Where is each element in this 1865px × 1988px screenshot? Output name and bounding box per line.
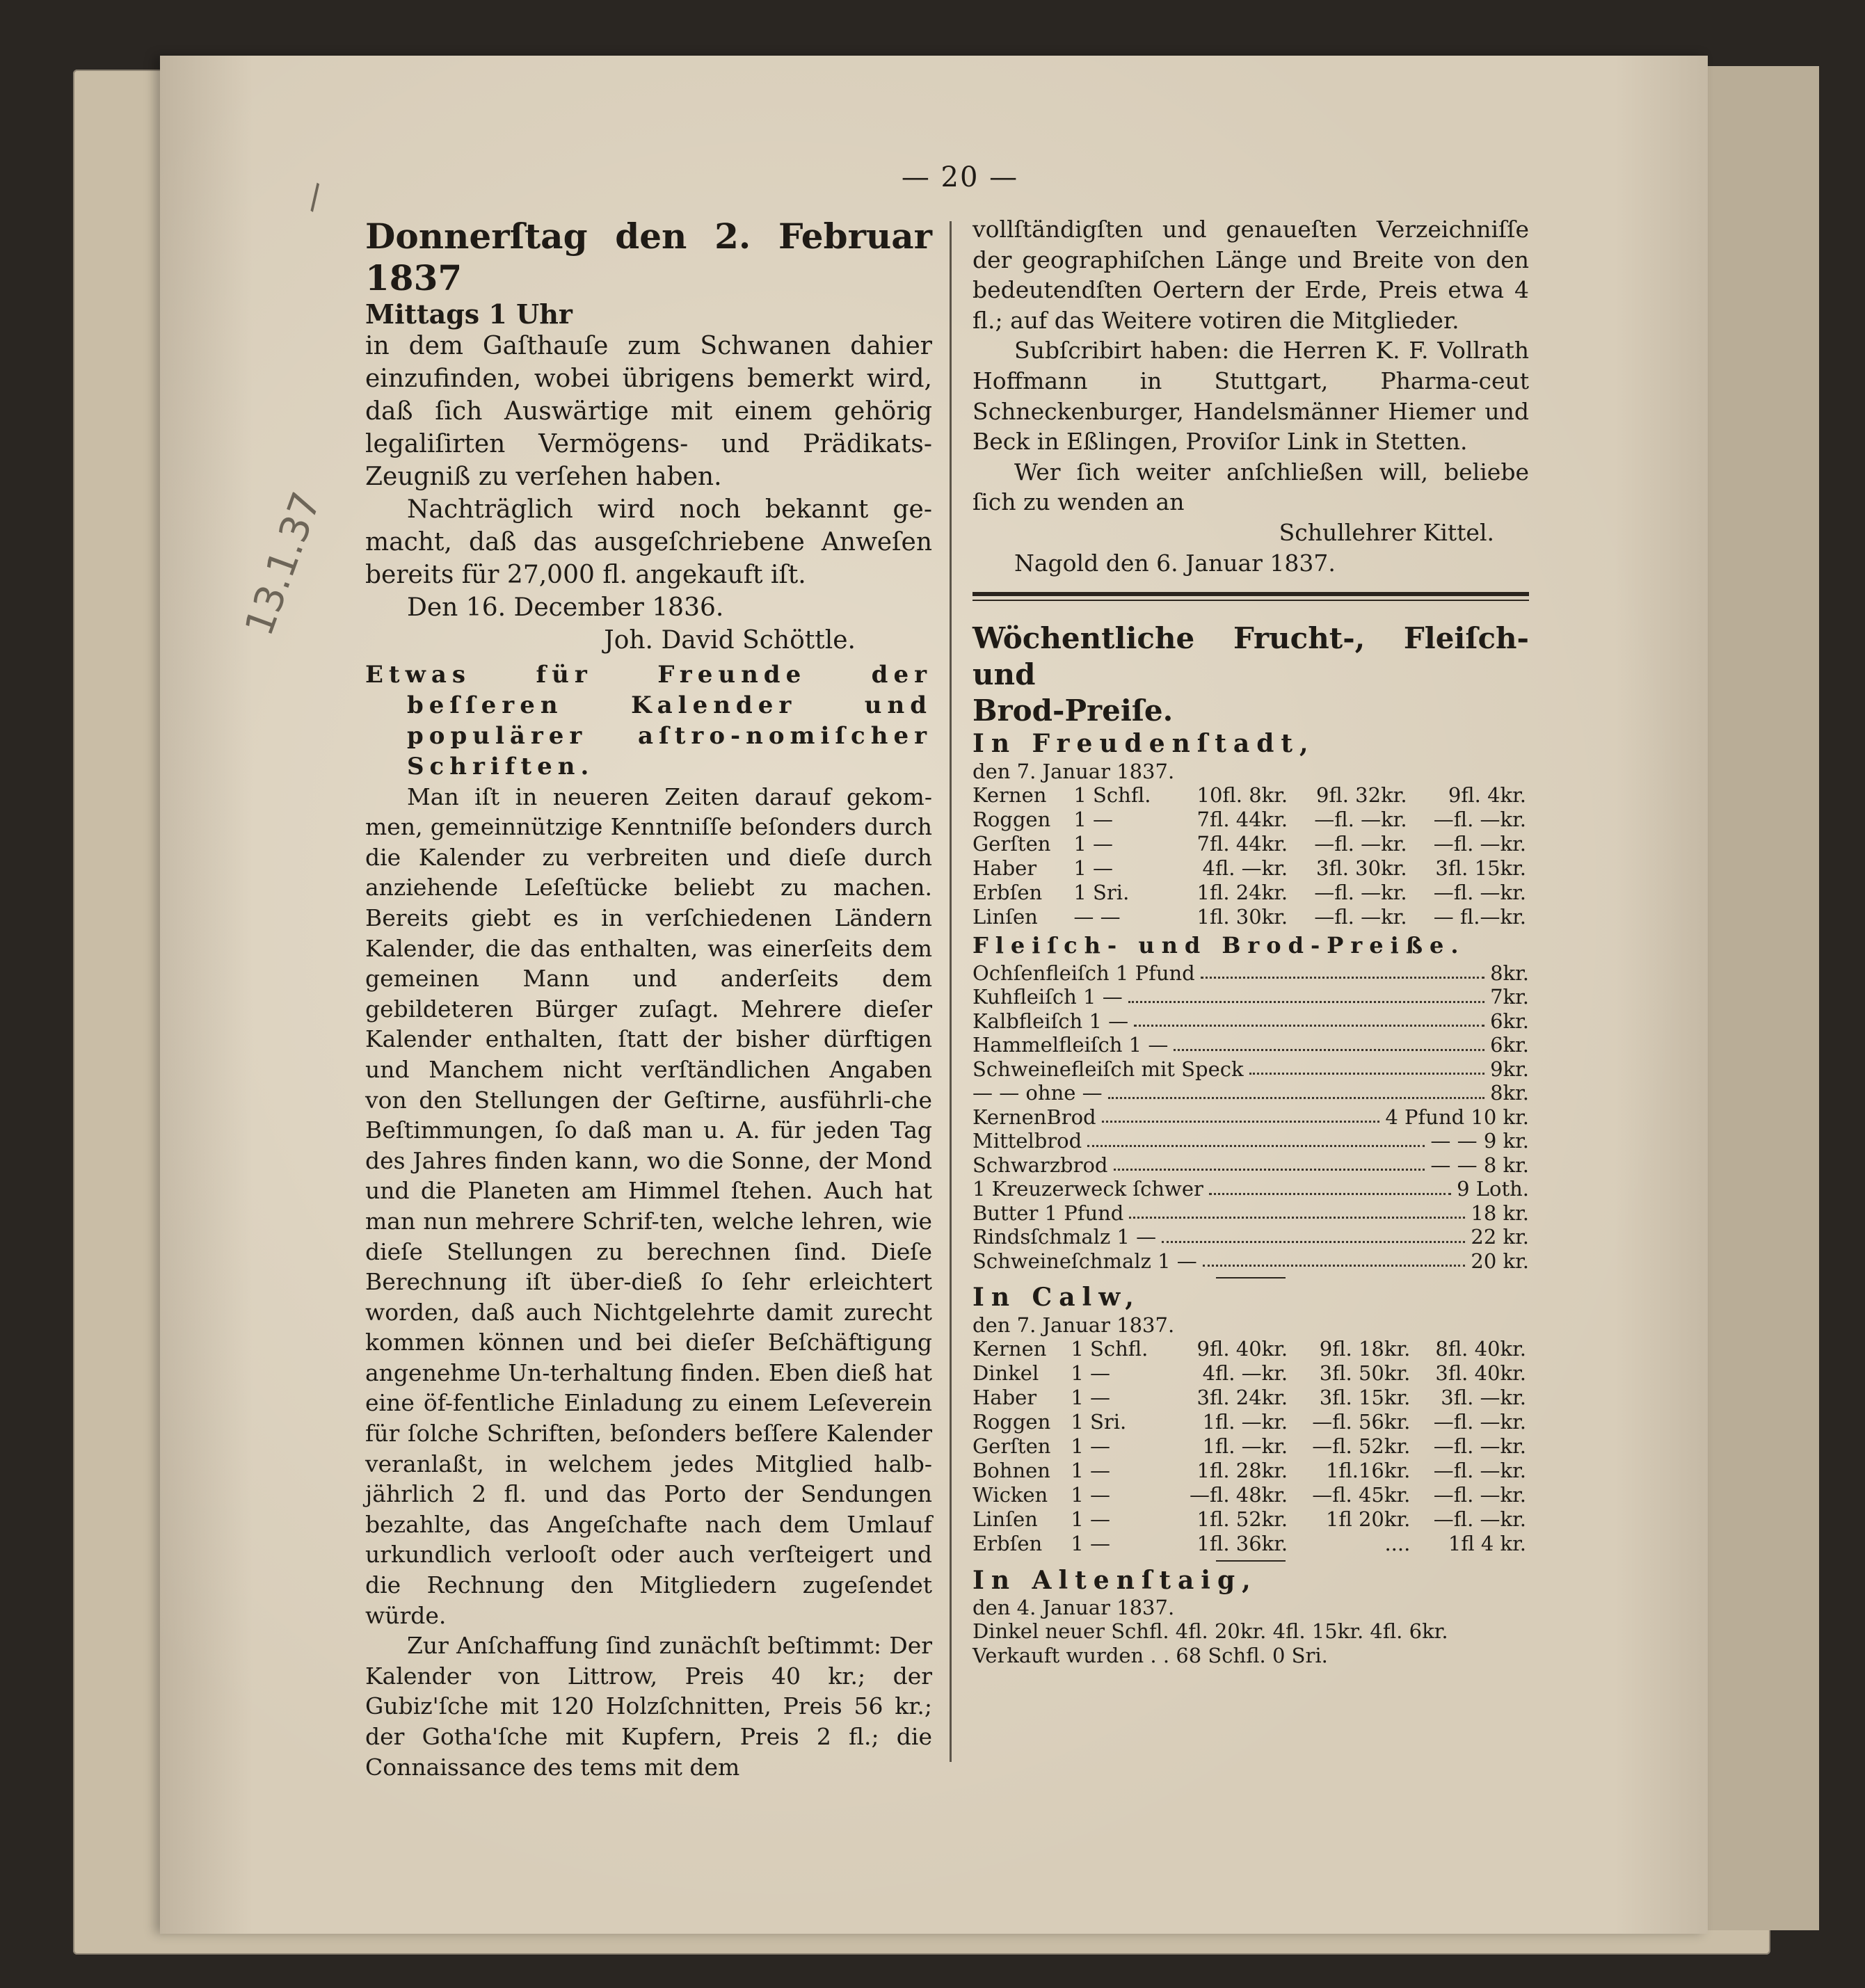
commodity-cell: Gerſten	[972, 831, 1051, 856]
price-cell: —fl. —kr.	[1314, 904, 1407, 929]
price-row	[972, 1386, 1529, 1410]
price-cell: 8fl. 40kr.	[1435, 1336, 1526, 1361]
price-cell: 1fl. 30kr.	[1196, 904, 1288, 929]
measure-cell: 1 Sri.	[1071, 1409, 1127, 1434]
altensteig-row-dinkel: Dinkel neuer Schfl. 4fl. 20kr. 4fl. 15kr. 4fl. 6kr.	[972, 1619, 1448, 1644]
measure-cell: 1 —	[1071, 1458, 1110, 1482]
price-cell: 1fl. 28kr.	[1196, 1458, 1288, 1482]
meat-bread-row	[972, 961, 1529, 986]
price-row	[972, 881, 1529, 905]
price-cell: —fl. 45kr.	[1312, 1482, 1411, 1507]
item-label: Schweinefleiſch mit Speck	[972, 1057, 1244, 1081]
dot-leader	[1174, 1033, 1484, 1051]
price-cell: —fl. —kr.	[1433, 1482, 1526, 1507]
commodity-cell: Bohnen	[972, 1458, 1050, 1482]
price-cell: 4fl. —kr.	[1202, 856, 1288, 880]
meat-bread-row	[972, 1225, 1529, 1249]
price-cell: 10fl. 8kr.	[1196, 783, 1288, 807]
price-cell: 1fl 4 kr.	[1448, 1531, 1526, 1555]
meat-bread-row	[972, 1177, 1529, 1201]
price-cell: 3fl. 15kr.	[1435, 856, 1526, 880]
price-cell: 1fl. 24kr.	[1196, 880, 1288, 904]
item-price: 9kr.	[1490, 1057, 1529, 1081]
price-row	[972, 856, 1529, 881]
calendar-list-paragraph: Zur Anſchaffung ſind zunächſt beſtimmt: Der Kalender von Littrow, Preis 40 kr.; der Gubiz'ſche mit 120 Holzſchnitten, Preis 56 kr.; der Gotha'ſche mit Kupfern, Preis 2 fl.; die Connaissance des tems mit dem	[365, 1632, 932, 1781]
price-cell: 3fl. 50kr.	[1319, 1361, 1411, 1385]
meat-bread-row	[972, 1081, 1529, 1105]
price-row	[972, 1337, 1529, 1361]
subscribers-paragraph: Subſcribirt haben: die Herren K. F. Vollrath Hoffmann in Stuttgart, Pharma-ceut Schneckenburger, Handelsmänner Hiemer und Beck in Eßlingen, Proviſor Link in Stetten.	[972, 337, 1529, 456]
price-cell: 1fl.16kr.	[1325, 1458, 1411, 1482]
commodity-cell: Kernen	[972, 783, 1047, 807]
section-divider	[972, 592, 1529, 601]
meat-bread-row	[972, 1129, 1529, 1153]
price-cell: —fl. —kr.	[1433, 807, 1526, 831]
price-cell: —fl. —kr.	[1433, 1507, 1526, 1531]
freudenstadt-date: den 7. Januar 1837.	[972, 759, 1175, 783]
prices-title-line-1: Wöchentliche Frucht-, Fleiſch- und	[972, 621, 1529, 692]
item-label: 1 Kreuzerweck ſchwer	[972, 1177, 1203, 1201]
prices-title-line-2: Brod-Preiſe.	[972, 694, 1174, 728]
dot-leader	[1134, 1009, 1484, 1027]
meat-bread-row	[972, 1105, 1529, 1130]
dot-leader	[1129, 1201, 1465, 1219]
commodity-cell: Linſen	[972, 1507, 1038, 1531]
item-price: — — 9 kr.	[1430, 1129, 1529, 1153]
auction-paragraph: in dem Gaſthauſe zum Schwanen dahier einzufinden, wobei übrigens bemerkt wird, daß ſich Auswärtige mit einem gehörig legaliſirten Vermögens- und Prädikats-Zeugniß zu verſehen haben.	[365, 331, 932, 491]
item-label: Ochſenfleiſch 1 Pfund	[972, 961, 1195, 985]
dot-leader	[1201, 961, 1484, 979]
price-row	[972, 905, 1529, 929]
meat-bread-list	[972, 961, 1529, 1274]
notice-date: Den 16. December 1836.	[407, 593, 724, 622]
price-cell: 9fl. 18kr.	[1319, 1336, 1411, 1361]
price-row	[972, 1459, 1529, 1483]
price-row	[972, 1532, 1529, 1556]
commodity-cell: Wicken	[972, 1482, 1048, 1507]
commodity-cell: Roggen	[972, 807, 1051, 831]
price-cell: 9fl. 40kr.	[1196, 1336, 1288, 1361]
measure-cell: 1 Schfl.	[1071, 1336, 1148, 1361]
price-cell: —fl. —kr.	[1433, 1458, 1526, 1482]
price-cell: — fl.—kr.	[1433, 904, 1526, 929]
price-row	[972, 1483, 1529, 1507]
price-cell: 9fl. 4kr.	[1448, 783, 1526, 807]
item-label: Schwarzbrod	[972, 1153, 1108, 1177]
dot-leader	[1128, 985, 1484, 1003]
commodity-cell: Dinkel	[972, 1361, 1039, 1385]
item-price: 6kr.	[1490, 1009, 1529, 1033]
dot-leader	[1087, 1129, 1425, 1147]
price-cell: —fl. —kr.	[1314, 831, 1407, 856]
price-cell: —fl. —kr.	[1433, 1434, 1526, 1458]
commodity-cell: Roggen	[972, 1409, 1051, 1434]
meat-bread-row	[972, 1201, 1529, 1226]
place-date: Nagold den 6. Januar 1837.	[1014, 549, 1336, 577]
measure-cell: 1 —	[1073, 831, 1114, 856]
meat-bread-row	[972, 1033, 1529, 1057]
measure-cell: 1 —	[1071, 1507, 1110, 1531]
item-label: Butter 1 Pfund	[972, 1201, 1124, 1225]
item-label: KernenBrod	[972, 1105, 1096, 1129]
measure-cell: 1 —	[1071, 1434, 1110, 1458]
price-row	[972, 808, 1529, 832]
pencil-mark: \	[301, 177, 330, 217]
price-cell: 3fl. 24kr.	[1196, 1385, 1288, 1409]
measure-cell: — —	[1073, 904, 1121, 929]
item-price: 9 Loth.	[1457, 1177, 1529, 1201]
item-price: 6kr.	[1490, 1033, 1529, 1057]
calw-heading: In Calw,	[972, 1283, 1141, 1313]
meat-bread-row	[972, 1249, 1529, 1274]
price-row	[972, 1507, 1529, 1532]
short-rule	[1216, 1277, 1286, 1278]
commodity-cell: Haber	[972, 1385, 1037, 1409]
item-label: Schweineſchmalz 1 —	[972, 1249, 1197, 1273]
price-cell: 7fl. 44kr.	[1196, 831, 1288, 856]
calw-grain-table	[972, 1337, 1529, 1556]
dot-leader	[1162, 1225, 1465, 1243]
measure-cell: 1 —	[1073, 807, 1114, 831]
calendar-notice-body: Man iſt in neueren Zeiten darauf gekom-men, gemeinnützige Kenntniſſe beſonders durch die Kalender zu verbreiten und dieſe durch anziehende Leſeſtücke beliebt zu machen. Bereits giebt es in verſchiedenen Ländern Kalender, die das enthalten, was einerſeits dem gemeinen Mann und anderſeits dem gebildeteren Bürger zuſagt. Mehrere dieſer Kalender enthalten, ſtatt der bisher dürftigen und Manchem nicht verſtändlichen Angaben von den Stellungen der Geſtirne, ausführli-che Beſtimmungen, ſo daß man u. A. für jeden Tag des Jahres finden kann, wo die Sonne, der Mond und die Planeten am Himmel ſtehen. Auch hat man nun mehrere Schrif-ten, welche lehren, wie dieſe Stellungen zu berechnen ſind. Dieſe Berechnung iſt über-dieß ſo ſehr erleichtert worden, daß auch Nichtgelehrte damit zurecht kommen können und bei dieſer Beſchäftigung angenehme Un-terhaltung finden. Eben dieß hat eine öf-fentliche Einladung zu einem Leſeverein für ſolche Schriften, beſonders beſſere Kalender veranlaßt, in welchem jedes Mitglied halb-jährlich 2 fl. und das Porto der Sendungen bezahlte, das Angeſchafte nach dem Umlauf urkundlich verlooſt oder auch verſteigert und die Rechnung den Mitgliedern zugeſendet würde.	[365, 783, 932, 1629]
price-cell: 3fl. 40kr.	[1435, 1361, 1526, 1385]
dot-leader	[1114, 1153, 1425, 1171]
price-cell: —fl. 52kr.	[1312, 1434, 1411, 1458]
price-row	[972, 1434, 1529, 1459]
supplement-paragraph: Nachträglich wird noch bekannt ge-macht, daß das ausgeſchriebene Anweſen bereits für 27,000 fl. angekauft iſt.	[365, 495, 932, 589]
item-label: Kuhfleiſch 1 —	[972, 985, 1123, 1009]
meat-bread-row	[972, 1009, 1529, 1034]
price-cell: 4fl. —kr.	[1202, 1361, 1288, 1385]
price-cell: 3fl. —kr.	[1441, 1385, 1526, 1409]
price-cell: 3fl. 15kr.	[1319, 1385, 1411, 1409]
signer: Schullehrer Kittel.	[1279, 518, 1494, 546]
price-row	[972, 1410, 1529, 1434]
altensteig-date: den 4. Januar 1837.	[972, 1596, 1175, 1620]
price-cell: —fl. 48kr.	[1189, 1482, 1288, 1507]
contact-paragraph: Wer ſich weiter anſchließen will, beliebe ſich zu wenden an	[972, 458, 1529, 516]
measure-cell: 1 —	[1071, 1385, 1110, 1409]
price-cell: —fl. 56kr.	[1312, 1409, 1411, 1434]
commodity-cell: Gerſten	[972, 1434, 1051, 1458]
item-price: 8kr.	[1490, 961, 1529, 985]
column-divider	[950, 221, 952, 1762]
margin-note: 13.1.37	[237, 486, 330, 642]
commodity-cell: Kernen	[972, 1336, 1047, 1361]
measure-cell: 1 —	[1073, 856, 1114, 880]
price-cell: —fl. —kr.	[1314, 880, 1407, 904]
price-cell: 9fl. 32kr.	[1315, 783, 1407, 807]
item-price: 8kr.	[1490, 1081, 1529, 1105]
item-label: Kalbfleiſch 1 —	[972, 1009, 1129, 1033]
freudenstadt-grain-table	[972, 783, 1529, 929]
altensteig-heading: In Altenſtaig,	[972, 1565, 1258, 1595]
auction-time: Mittags 1 Uhr	[365, 298, 573, 330]
price-row	[972, 1361, 1529, 1386]
commodity-cell: Erbſen	[972, 880, 1043, 904]
calw-date: den 7. Januar 1837.	[972, 1313, 1175, 1337]
price-cell: —fl. —kr.	[1433, 1409, 1526, 1434]
price-cell: 1fl 20kr.	[1325, 1507, 1411, 1531]
measure-cell: 1 Sri.	[1073, 880, 1130, 904]
dot-leader	[1209, 1177, 1451, 1195]
item-label: Rindsſchmalz 1 —	[972, 1225, 1157, 1249]
price-row	[972, 832, 1529, 856]
item-price: — — 8 kr.	[1430, 1153, 1529, 1177]
continuation-paragraph: vollſtändigſten und genaueſten Verzeichniſſe der geographiſchen Länge und Breite von den bedeutendſten Oertern der Erde, Preis etwa 4 fl.; auf das Weitere votiren die Mitglieder.	[972, 216, 1529, 334]
meat-bread-heading: Fleiſch- und Brod-Preiße.	[972, 931, 1466, 959]
commodity-cell: Haber	[972, 856, 1037, 880]
altensteig-row-sold: Verkauft wurden . . 68 Schfl. 0 Sri.	[972, 1644, 1328, 1668]
price-cell: ....	[1384, 1531, 1411, 1555]
price-cell: 1fl. —kr.	[1202, 1434, 1288, 1458]
dot-leader	[1249, 1057, 1484, 1075]
item-price: 18 kr.	[1471, 1201, 1529, 1225]
page-edge	[1708, 66, 1819, 1930]
item-price: 4 Pfund 10 kr.	[1385, 1105, 1529, 1129]
item-price: 22 kr.	[1471, 1225, 1529, 1249]
item-label: Hammelfleiſch 1 —	[972, 1033, 1169, 1057]
meat-bread-row	[972, 1057, 1529, 1082]
price-cell: 1fl. —kr.	[1202, 1409, 1288, 1434]
item-price: 7kr.	[1490, 985, 1529, 1009]
meat-bread-row	[972, 1153, 1529, 1178]
price-cell: 1fl. 36kr.	[1196, 1531, 1288, 1555]
price-cell: 3fl. 30kr.	[1315, 856, 1407, 880]
right-column	[972, 214, 1529, 1668]
price-cell: 7fl. 44kr.	[1196, 807, 1288, 831]
measure-cell: 1 —	[1071, 1531, 1110, 1555]
price-cell: 1fl. 52kr.	[1196, 1507, 1288, 1531]
item-label: Mittelbrod	[972, 1129, 1082, 1153]
price-row	[972, 783, 1529, 808]
auction-date-heading: Donnerſtag den 2. Februar 1837	[365, 216, 932, 298]
price-cell: —fl. —kr.	[1433, 880, 1526, 904]
short-rule-2	[1216, 1560, 1286, 1562]
measure-cell: 1 —	[1071, 1361, 1110, 1385]
dot-leader	[1108, 1081, 1484, 1099]
measure-cell: 1 Schfl.	[1073, 783, 1151, 807]
price-cell: —fl. —kr.	[1314, 807, 1407, 831]
item-label: — — ohne —	[972, 1081, 1103, 1105]
meat-bread-row	[972, 985, 1529, 1009]
price-cell: —fl. —kr.	[1433, 831, 1526, 856]
page-number: — 20 —	[901, 161, 1019, 193]
left-column	[365, 216, 932, 1782]
commodity-cell: Erbſen	[972, 1531, 1043, 1555]
commodity-cell: Linſen	[972, 904, 1038, 929]
dot-leader	[1102, 1105, 1380, 1123]
measure-cell: 1 —	[1071, 1482, 1110, 1507]
freudenstadt-heading: In Freudenſtadt,	[972, 729, 1315, 759]
notice-signature: Joh. David Schöttle.	[604, 625, 856, 655]
calendar-notice-title: Etwas für Freunde der beſſeren Kalender und populärer aſtro-nomiſcher Schriften.	[365, 660, 932, 780]
dot-leader	[1203, 1249, 1466, 1267]
item-price: 20 kr.	[1471, 1249, 1529, 1273]
